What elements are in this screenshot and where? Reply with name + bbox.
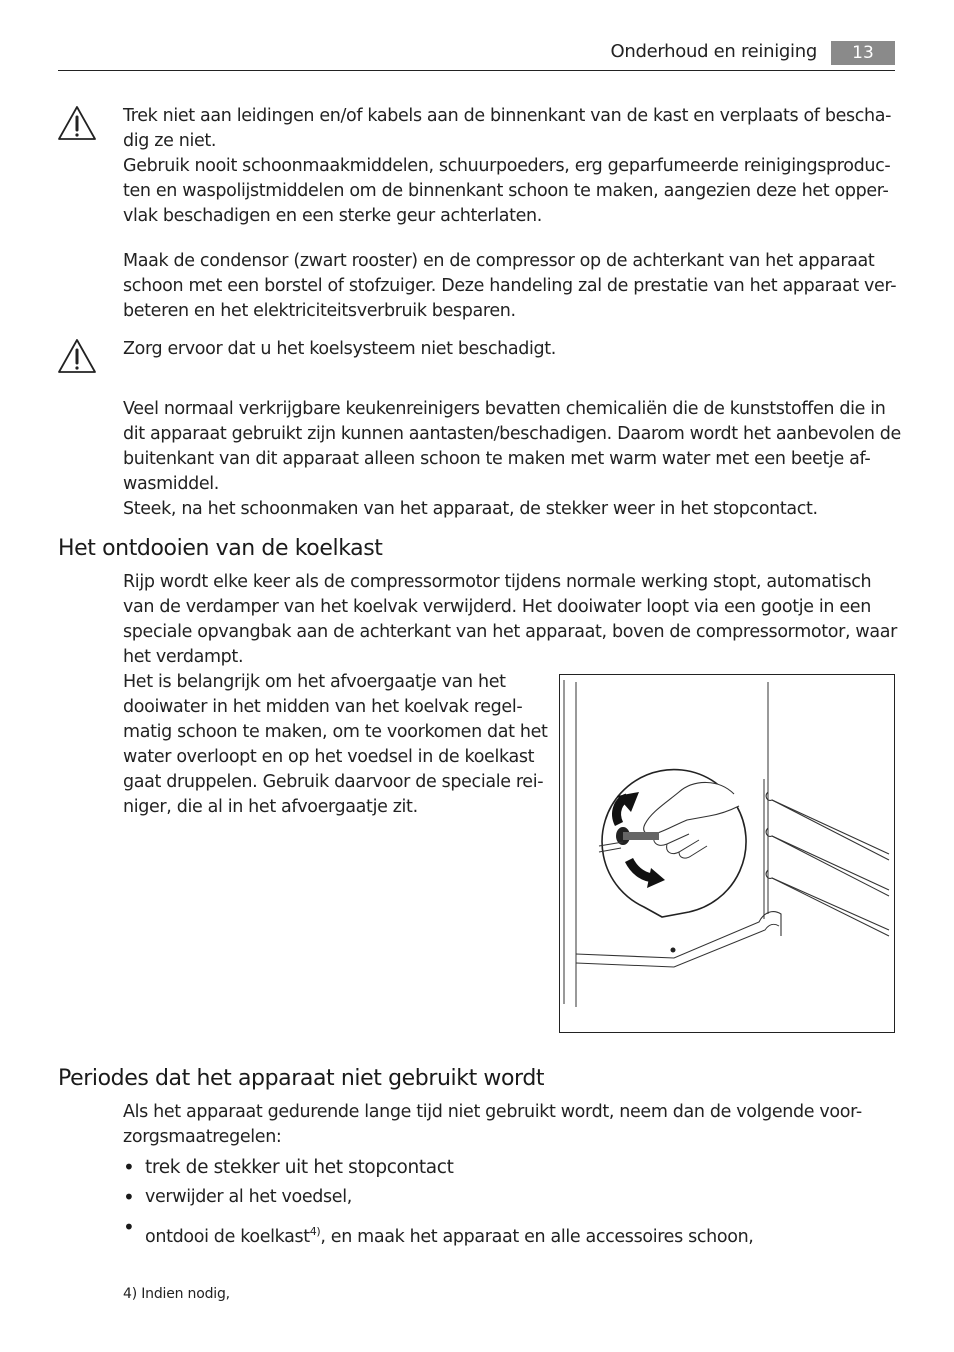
warning-1-line: vlak beschadigen en een sterke geur achterlaten. bbox=[123, 206, 543, 226]
list-item-text: verwijder al het voedsel, bbox=[145, 1187, 352, 1207]
unused-intro-line: zorgsmaatregelen: bbox=[123, 1127, 282, 1147]
drain-line: matig schoon te maken, om te voorkomen dat het bbox=[123, 722, 548, 742]
bullet-marker: • bbox=[123, 1215, 135, 1239]
outside-line: dit apparaat gebruikt zijn kunnen aantasten/beschadigen. Daarom wordt het aanbevolen de bbox=[123, 424, 901, 444]
bullet-marker: • bbox=[123, 1185, 135, 1209]
defrost-line: speciale opvangbak aan de achterkant van het apparaat, boven de compressormotor, waar bbox=[123, 622, 897, 642]
footnote-reference[interactable]: 4) bbox=[309, 1225, 321, 1238]
warning-2-text: Zorg ervoor dat u het koelsysteem niet beschadigt. bbox=[123, 339, 556, 359]
header-rule bbox=[58, 70, 895, 71]
warning-triangle-icon bbox=[56, 337, 98, 375]
outside-line: Steek, na het schoonmaken van het apparaat, de stekker weer in het stopcontact. bbox=[123, 499, 818, 519]
condensor-line: beteren en het elektriciteitsverbruik besparen. bbox=[123, 301, 516, 321]
unused-heading: Periodes dat het apparaat niet gebruikt wordt bbox=[58, 1066, 545, 1091]
defrost-line: Rijp wordt elke keer als de compressormotor tijdens normale werking stopt, automatisch bbox=[123, 572, 872, 592]
outside-line: wasmiddel. bbox=[123, 474, 219, 494]
drain-hole-cleaning-illustration bbox=[559, 674, 895, 1033]
unused-intro-line: Als het apparaat gedurende lange tijd niet gebruikt wordt, neem dan de volgende voor- bbox=[123, 1102, 862, 1122]
list-item-text-part: ontdooi de koelkast bbox=[145, 1226, 310, 1247]
defrost-line: het verdampt. bbox=[123, 647, 244, 667]
warning-1-line: Trek niet aan leidingen en/of kabels aan de binnenkant van de kast en verplaats of bescha- bbox=[123, 106, 892, 126]
warning-1-line: ten en waspolijstmiddelen om de binnenkant schoon te maken, aangezien deze het opper- bbox=[123, 181, 889, 201]
drain-line: niger, die al in het afvoergaatje zit. bbox=[123, 797, 418, 817]
list-item-text: trek de stekker uit het stopcontact bbox=[145, 1157, 454, 1178]
outside-line: buitenkant van dit apparaat alleen schoon te maken met warm water met een beetje af- bbox=[123, 449, 871, 469]
warning-triangle-icon bbox=[56, 104, 98, 142]
drain-line: gaat druppelen. Gebruik daarvoor de speciale rei- bbox=[123, 772, 544, 792]
defrost-heading: Het ontdooien van de koelkast bbox=[58, 536, 383, 561]
warning-1-line: dig ze niet. bbox=[123, 131, 217, 151]
condensor-line: Maak de condensor (zwart rooster) en de compressor op de achterkant van het apparaat bbox=[123, 251, 875, 271]
footnote: 4) Indien nodig, bbox=[123, 1286, 230, 1302]
outside-line: Veel normaal verkrijgbare keukenreinigers bevatten chemicaliën die de kunststoffen die in bbox=[123, 399, 886, 419]
warning-1-line: Gebruik nooit schoonmaakmiddelen, schuurpoeders, erg geparfumeerde reinigingsproduc- bbox=[123, 156, 891, 176]
bullet-marker: • bbox=[123, 1155, 135, 1179]
drain-line: Het is belangrijk om het afvoergaatje van het bbox=[123, 672, 506, 692]
condensor-line: schoon met een borstel of stofzuiger. Deze handeling zal de prestatie van het apparaat ver- bbox=[123, 276, 897, 296]
list-item-text bbox=[145, 1219, 754, 1250]
running-header-title: Onderhoud en reiniging bbox=[610, 41, 817, 62]
defrost-line: van de verdamper van het koelvak verwijderd. Het dooiwater loopt via een gootje in een bbox=[123, 597, 871, 617]
page-number: 13 bbox=[831, 41, 895, 65]
drain-line: water overloopt en op het voedsel in de koelkast bbox=[123, 747, 535, 767]
list-item-text-part: , en maak het apparaat en alle accessoires schoon, bbox=[320, 1226, 754, 1247]
drain-line: dooiwater in het midden van het koelvak regel- bbox=[123, 697, 523, 717]
